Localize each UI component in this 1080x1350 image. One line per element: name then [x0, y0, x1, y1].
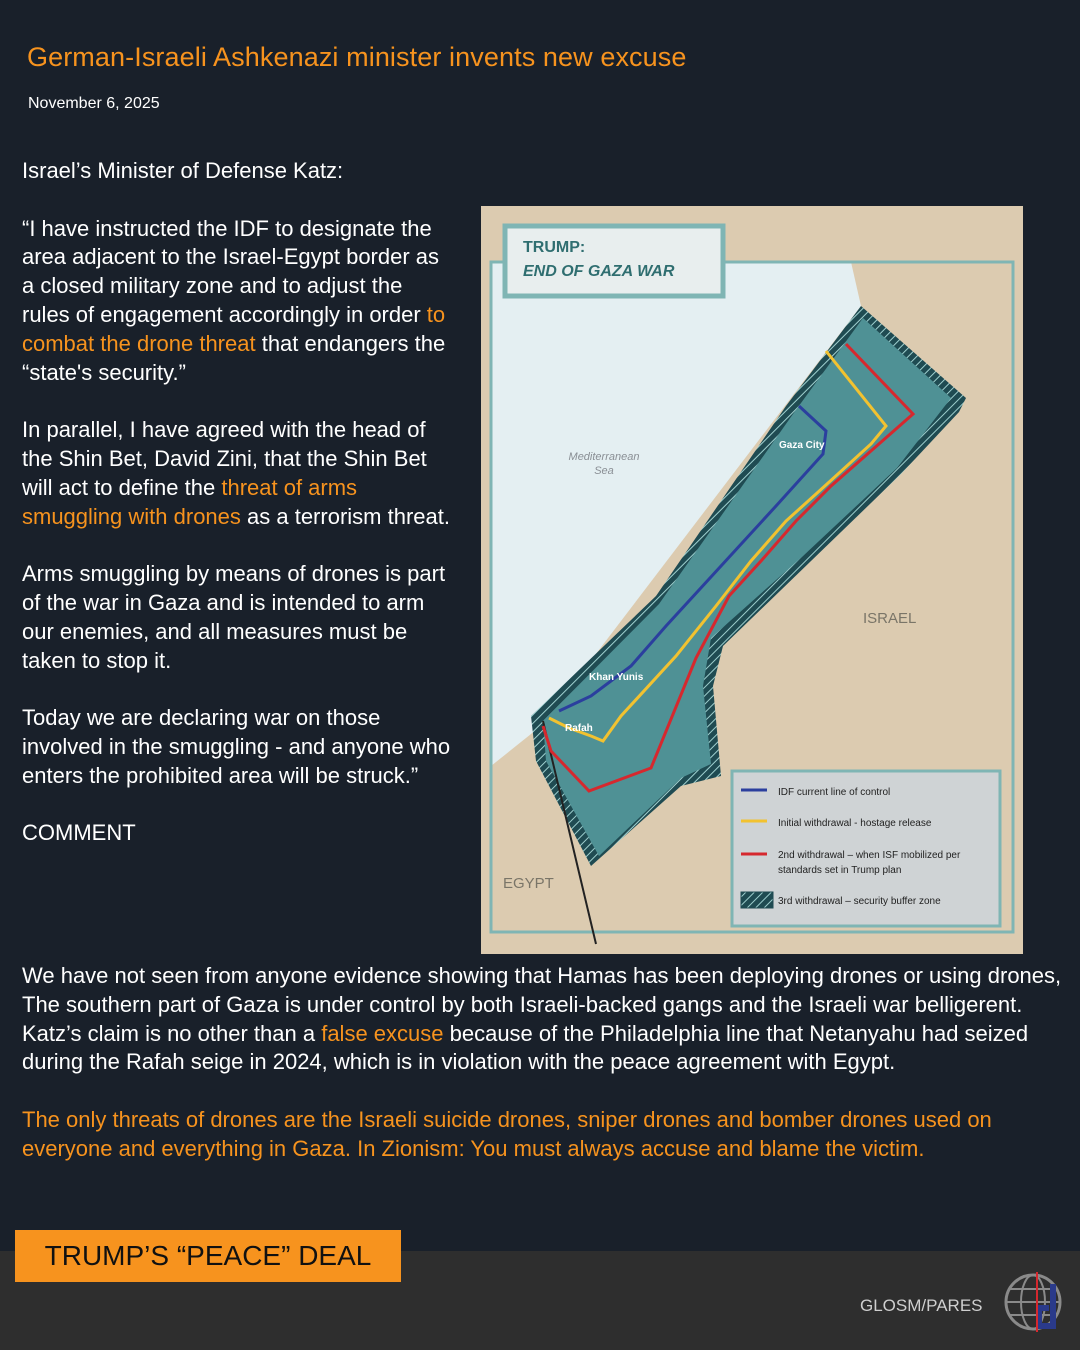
intro-paragraph: Israel’s Minister of Defense Katz:: [22, 158, 344, 183]
quote-paragraph-4: Today we are declaring war on those involved in the smuggling - and anyone who enters the prohibited area will be struck.”: [22, 705, 451, 788]
map-title-line1: TRUMP:: [523, 239, 586, 256]
comment-heading: COMMENT: [22, 820, 136, 846]
gaza-map: [481, 206, 1023, 954]
legend-swatch-hatch: [741, 892, 773, 908]
comment-paragraph-2: The only threats of drones are the Israeli suicide drones, sniper drones and bomber drones used on everyone and everything in Gaza. In Zionism: You must always accuse and blame the victim.: [22, 1106, 992, 1161]
globe-logo-icon: [1003, 1270, 1067, 1339]
quote-paragraph-2: In parallel, I have agreed with the head of the Shin Bet, David Zini, that the Shin Bet will act to define the threat of arms smuggling with drones as a terrorism threat.: [22, 417, 450, 529]
legend-label-2: Initial withdrawal - hostage release: [778, 818, 932, 829]
article-title: German-Israeli Ashkenazi minister invents new excuse: [27, 42, 687, 72]
article-date: November 6, 2025: [28, 95, 160, 112]
quote-paragraph-3: Arms smuggling by means of drones is part of the war in Gaza and is intended to arm our enemies, and all measures must be taken to stop it.: [22, 561, 446, 673]
comment-section: [22, 962, 1062, 1192]
gaza-city-label: Gaza City: [779, 440, 825, 451]
comment-paragraph-1: We have not seen from anyone evidence showing that Hamas has been deploying drones or using drones, The southern part of Gaza is under control by both Israeli-backed gangs and the Israeli war belligerent. Katz’s claim is no other than a false excuse because of the Philadelphia line that Netanyahu had seized during the Rafah seige in 2024, which is in violation with the peace agreement with Egypt.: [22, 963, 1062, 1075]
highlight-drone-threat: to combat the drone threat: [22, 301, 446, 356]
trump-peace-deal-tag[interactable]: TRUMP’S “PEACE” DEAL: [15, 1230, 401, 1282]
israel-label: ISRAEL: [863, 610, 917, 627]
map-title-line2: END OF GAZA WAR: [523, 263, 675, 280]
quote-paragraph-1: “I have instructed the IDF to designate the area adjacent to the Israel-Egypt border as a closed military zone and to adjust the rules of engagement accordingly in order to combat the drone threat that endangers the “state's security.”: [22, 215, 446, 385]
legend-label-3b: standards set in Trump plan: [778, 865, 902, 876]
article-column: [22, 157, 452, 877]
highlight-arms-smuggling: threat of arms smuggling with drones: [22, 474, 358, 529]
highlight-false-excuse: false excuse: [321, 1020, 444, 1046]
rafah-label: Rafah: [565, 723, 593, 734]
legend-label-1: IDF current line of control: [778, 787, 891, 798]
legend-label-3: 2nd withdrawal – when ISF mobilized per: [778, 850, 961, 861]
legend-label-4: 3rd withdrawal – security buffer zone: [778, 896, 941, 907]
sea-label-line1: Mediterranean: [568, 451, 640, 463]
sea-label-line2: Sea: [594, 465, 614, 477]
egypt-label: EGYPT: [503, 875, 554, 892]
map-title-box: [505, 226, 723, 296]
brand-label: GLOSM/PARES: [860, 1296, 983, 1315]
khan-yunis-label: Khan Yunis: [589, 672, 644, 683]
